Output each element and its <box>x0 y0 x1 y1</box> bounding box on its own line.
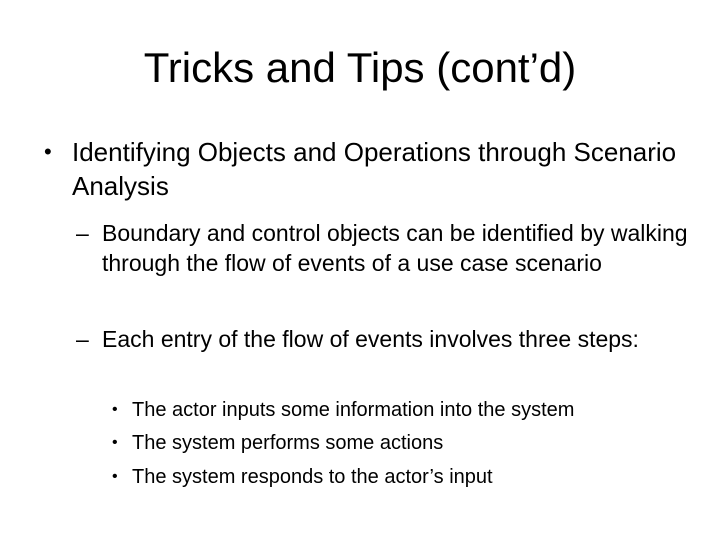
slide-title: Tricks and Tips (cont’d) <box>143 44 577 91</box>
bullet-level1-text: Identifying Objects and Operations through Scenario Analysis <box>72 137 677 201</box>
step-text: The actor inputs some information into the system <box>132 399 575 421</box>
dash-marker: – <box>76 220 89 246</box>
bullet-marker: • <box>44 139 52 164</box>
bullet-level2-entry <box>76 324 702 354</box>
bullet-marker: • <box>112 468 118 485</box>
step-text: The system responds to the actor’s input <box>132 466 493 488</box>
bullet-marker: • <box>112 434 118 451</box>
bullet-level2-text: Each entry of the flow of events involves three steps: <box>102 326 639 352</box>
step-text: The system performs some actions <box>132 432 444 454</box>
step-item <box>112 430 692 456</box>
bullet-level2-text: Boundary and control objects can be identified by walking through the flow of events of a use case scenario <box>102 220 688 276</box>
bullet-marker: • <box>112 401 118 418</box>
dash-marker: – <box>76 326 89 352</box>
step-item <box>112 397 692 423</box>
step-item <box>112 464 692 490</box>
bullet-level2-boundary <box>76 218 702 278</box>
bullet-level1 <box>44 135 702 203</box>
